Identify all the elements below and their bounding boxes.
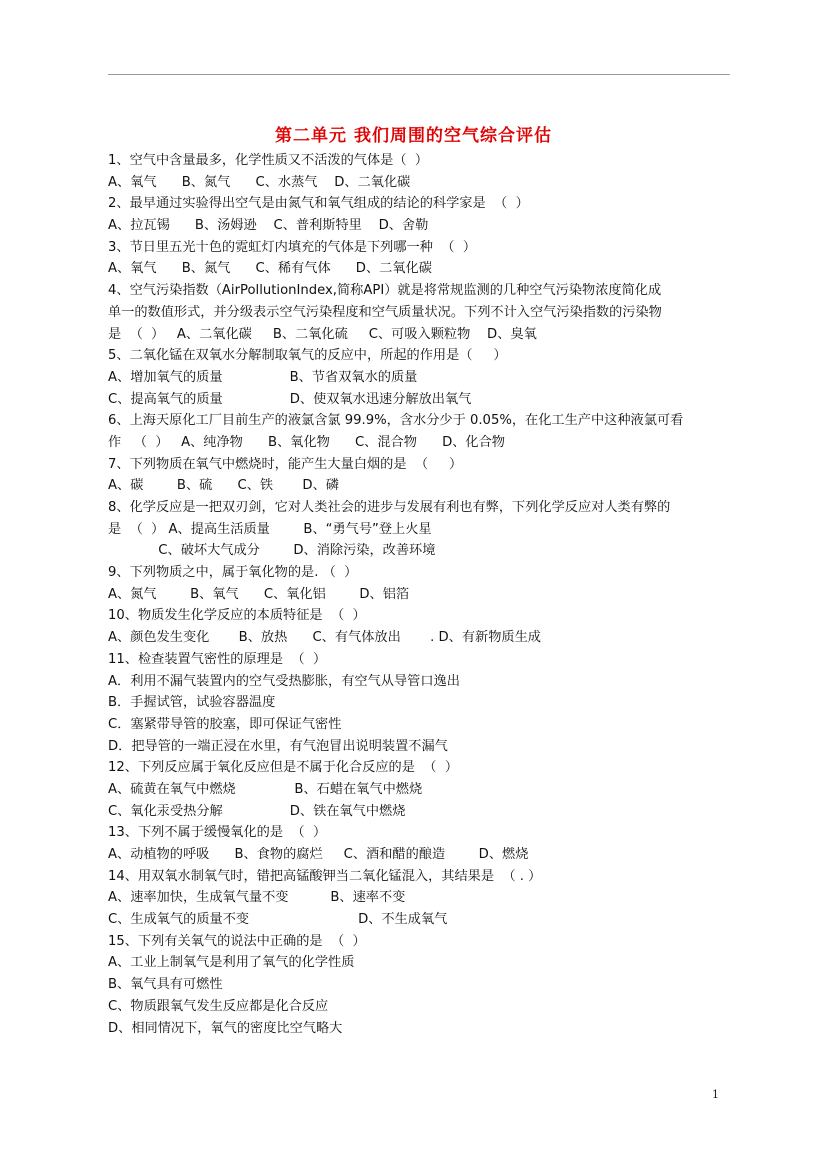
document-title: 第二单元 我们周围的空气综合评估 [275,126,552,146]
question-3-options: A、氧气 B、氮气 C、稀有气体 D、二氧化碳 [108,261,432,277]
question-12-stem: 12、下列反应属于氧化反应但是不属于化合反应的是 （ ） [108,760,459,776]
question-8-options-ab: 是 （ ） A、提高生活质量 B、“勇气号”登上火星 [108,521,432,537]
question-15-option-d: D、相同情况下，氧气的密度比空气略大 [108,1020,343,1036]
question-12-options-cd: C、氧化汞受热分解 D、铁在氧气中燃烧 [108,803,406,819]
question-1-stem: 1、空气中含量最多，化学性质又不活泼的气体是（ ） [108,153,429,168]
question-8-stem: 8、化学反应是一把双刃剑，它对人类社会的进步与发展有利也有弊，下列化学反应对人类有弊的 [108,500,671,515]
question-6-options: 作 （ ） A、纯净物 B、氧化物 C、混合物 D、化合物 [108,434,505,450]
question-list [108,150,733,1039]
question-11-stem: 11、检查装置气密性的原理是 （ ） [108,651,327,667]
question-11-option-a: A．利用不漏气装置内的空气受热膨胀，有空气从导管口逸出 [108,673,460,689]
question-10-stem: 10、物质发生化学反应的本质特征是 （ ） [108,608,366,624]
question-7-options: A、碳 B、硫 C、铁 D、磷 [108,478,339,494]
question-14-options-ab: A、速率加快，生成氧气量不变 B、速率不变 [108,890,406,906]
question-15-option-c: C、物质跟氧气发生反应都是化合反应 [108,998,329,1014]
question-1-options: A、氧气 B、氮气 C、水蒸气 D、二氧化碳 [108,174,411,190]
question-11-option-c: C．塞紧带导管的胶塞，即可保证气密性 [108,716,342,732]
question-4-stem: 4、空气污染指数（AirPollutionIndex,简称API）就是将常规监测的几种空气污染物浓度简化成 [108,283,662,299]
question-9-stem: 9、下列物质之中，属于氧化物的是. （ ） [108,565,358,581]
header-rule [108,74,730,75]
page-number: 1 [712,1088,719,1101]
question-8-options-cd: C、破坏大气成分 D、消除污染，改善环境 [108,543,436,559]
question-6-stem: 6、上海天原化工厂目前生产的液氯含氯 99.9%，含水分少于 0.05%，在化工生产中这种液氯可看 [108,413,684,429]
question-4-stem-continued: 单一的数值形式，并分级表示空气污染程度和空气质量状况。下列不计入空气污染指数的污染物 [108,304,662,320]
question-14-options-cd: C、生成氧气的质量不变 D、不生成氧气 [108,912,448,928]
question-5-options-ab: A、增加氧气的质量 B、节省双氧水的质量 [108,369,418,385]
question-7-stem: 7、下列物质在氧气中燃烧时，能产生大量白烟的是 （ ） [108,456,463,472]
question-5-stem: 5、二氧化锰在双氧水分解制取氧气的反应中，所起的作用是（ ） [108,348,507,364]
question-3-stem: 3、节日里五光十色的霓虹灯内填充的气体是下列哪一种 （ ） [108,239,477,255]
question-15-option-a: A、工业上制氧气是利用了氧气的化学性质 [108,955,355,971]
question-11-option-d: D．把导管的一端正浸在水里，有气泡冒出说明装置不漏气 [108,738,448,754]
question-5-options-cd: C、提高氧气的质量 D、使双氧水迅速分解放出氧气 [108,391,472,407]
question-11-option-b: B．手握试管，试验容器温度 [108,695,276,711]
question-4-options: 是 （ ） A、二氧化碳 B、二氧化硫 C、可吸入颗粒物 D、臭氧 [108,326,537,342]
question-13-stem: 13、下列不属于缓慢氧化的是 （ ） [108,825,327,841]
question-2-stem: 2、最早通过实验得出空气是由氮气和氧气组成的结论的科学家是 （ ） [108,196,529,212]
question-2-options: A、拉瓦锡 B、汤姆逊 C、普利斯特里 D、舍勒 [108,218,429,234]
question-9-options: A、氮气 B、氧气 C、氧化铝 D、铝箔 [108,586,410,602]
question-15-option-b: B、氧气具有可燃性 [108,977,223,993]
question-14-stem: 14、用双氧水制氧气时，错把高锰酸钾当二氧化锰混入，其结果是 （ . ） [108,868,542,884]
question-12-options-ab: A、硫黄在氧气中燃烧 B、石蜡在氧气中燃烧 [108,781,423,797]
question-10-options: A、颜色发生变化 B、放热 C、有气体放出 . D、有新物质生成 [108,630,541,646]
question-15-stem: 15、下列有关氧气的说法中正确的是 （ ） [108,933,366,949]
question-13-options: A、动植物的呼吸 B、食物的腐烂 C、酒和醋的酿造 D、燃烧 [108,847,529,862]
